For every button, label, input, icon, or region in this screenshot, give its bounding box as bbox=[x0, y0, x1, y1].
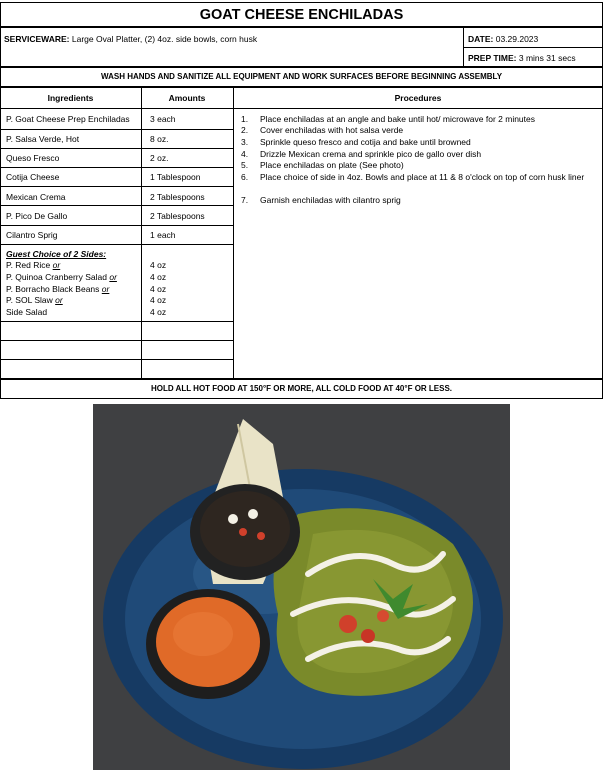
date-label: DATE: bbox=[468, 34, 494, 44]
side-name: Side Salad bbox=[6, 307, 48, 317]
page-title: GOAT CHEESE ENCHILADAS bbox=[0, 2, 603, 27]
step-text: Drizzle Mexican crema and sprinkle pico de gallo over dish bbox=[260, 149, 482, 159]
side-option bbox=[6, 272, 117, 282]
ingredient-amount: 8 oz. bbox=[150, 134, 169, 144]
step-number: 2. bbox=[241, 125, 249, 135]
ingredient-name: Mexican Crema bbox=[6, 192, 66, 202]
cheese-topping bbox=[228, 514, 238, 524]
step-number: 5. bbox=[241, 160, 249, 170]
prep-time-row bbox=[468, 53, 576, 63]
divider bbox=[0, 108, 603, 109]
ingredient-amount: 3 each bbox=[150, 114, 176, 124]
serviceware-row bbox=[4, 34, 257, 44]
or-connector: or bbox=[55, 295, 63, 305]
safety-notice-top: WASH HANDS AND SANITIZE ALL EQUIPMENT AND WORK SURFACES BEFORE BEGINNING ASSEMBLY bbox=[0, 67, 603, 87]
ingredient-amount: 2 oz. bbox=[150, 153, 169, 163]
step-text: Garnish enchiladas with cilantro sprig bbox=[260, 195, 401, 205]
ingredient-name: Queso Fresco bbox=[6, 153, 60, 163]
divider bbox=[0, 167, 233, 168]
side-amount: 4 oz bbox=[150, 284, 167, 294]
side-name: P. Red Rice bbox=[6, 260, 51, 270]
divider bbox=[0, 359, 233, 360]
divider bbox=[0, 129, 233, 130]
procedure-step bbox=[241, 114, 591, 125]
amounts-header: Amounts bbox=[168, 93, 206, 103]
side-name: P. SOL Slaw bbox=[6, 295, 53, 305]
side-amount: 4 oz bbox=[150, 272, 167, 282]
prep-time-value: 3 mins 31 secs bbox=[518, 53, 576, 63]
ingredient-amount: 1 Tablespoon bbox=[150, 172, 201, 182]
step-number: 3. bbox=[241, 137, 249, 147]
ingredient-name: P. Goat Cheese Prep Enchiladas bbox=[6, 114, 130, 124]
ingredient-name: P. Pico De Gallo bbox=[6, 211, 68, 221]
cheese-topping bbox=[248, 509, 258, 519]
divider bbox=[0, 205, 233, 206]
step-text: Sprinkle queso fresco and cotija and bake until browned bbox=[260, 137, 471, 147]
procedure-step bbox=[241, 172, 591, 194]
divider bbox=[0, 148, 233, 149]
ingredient-amount: 1 each bbox=[150, 230, 176, 240]
prep-time-label: PREP TIME: bbox=[468, 53, 517, 63]
rice-highlight bbox=[173, 612, 233, 656]
side-option bbox=[6, 260, 60, 270]
step-number: 4. bbox=[241, 149, 249, 159]
date-row bbox=[468, 34, 538, 44]
step-number: 6. bbox=[241, 172, 249, 182]
divider bbox=[0, 244, 233, 245]
ingredient-name: Cotija Cheese bbox=[6, 172, 60, 182]
ingredient-name: Cilantro Sprig bbox=[6, 230, 58, 240]
or-connector: or bbox=[52, 260, 61, 270]
step-text: Place enchiladas at an angle and bake until hot/ microwave for 2 minutes bbox=[260, 114, 535, 124]
procedure-step bbox=[241, 149, 591, 160]
step-number: 1. bbox=[241, 114, 249, 124]
pico-topping bbox=[257, 532, 265, 540]
side-option bbox=[6, 284, 109, 294]
pico-de-gallo bbox=[377, 610, 389, 622]
side-name: P. Quinoa Cranberry Salad bbox=[6, 272, 107, 282]
ingredient-amount: 2 Tablespoons bbox=[150, 211, 205, 221]
procedure-step bbox=[241, 125, 591, 136]
procedure-step bbox=[241, 160, 591, 171]
step-text: Place enchiladas on plate (See photo) bbox=[260, 160, 404, 170]
step-number: 7. bbox=[241, 195, 249, 205]
side-amount: 4 oz bbox=[150, 260, 167, 270]
safety-notice-bottom: HOLD ALL HOT FOOD AT 150°F OR MORE, ALL COLD FOOD AT 40°F OR LESS. bbox=[0, 379, 603, 399]
pico-de-gallo bbox=[339, 615, 357, 633]
pico-de-gallo bbox=[361, 629, 375, 643]
divider bbox=[141, 87, 142, 379]
divider bbox=[0, 340, 233, 341]
side-amount: 4 oz bbox=[150, 295, 167, 305]
ingredient-name: P. Salsa Verde, Hot bbox=[6, 134, 80, 144]
pico-topping bbox=[239, 528, 247, 536]
divider bbox=[233, 87, 234, 379]
step-text: Place choice of side in 4oz. Bowls and place at 11 & 8 o'clock on top of corn husk liner bbox=[260, 172, 585, 182]
date-value: 03.29.2023 bbox=[495, 34, 539, 44]
or-connector: or bbox=[109, 272, 117, 282]
side-option bbox=[6, 295, 63, 305]
ingredients-header: Ingredients bbox=[47, 93, 94, 103]
side-amount: 4 oz bbox=[150, 307, 167, 317]
procedure-step bbox=[241, 137, 591, 148]
side-option bbox=[6, 307, 47, 317]
plated-dish-photo bbox=[93, 404, 510, 770]
procedures-header: Procedures bbox=[394, 93, 442, 103]
sides-heading: Guest Choice of 2 Sides: bbox=[6, 249, 107, 259]
serviceware-label: SERVICEWARE: bbox=[4, 34, 70, 44]
serviceware-value: Large Oval Platter, (2) 4oz. side bowls, corn husk bbox=[71, 34, 258, 44]
ingredient-amount: 2 Tablespoons bbox=[150, 192, 205, 202]
step-text: Cover enchiladas with hot salsa verde bbox=[260, 125, 404, 135]
divider bbox=[463, 47, 603, 48]
divider bbox=[0, 225, 233, 226]
procedure-step bbox=[241, 195, 591, 206]
or-connector: or bbox=[101, 284, 110, 294]
divider bbox=[0, 186, 233, 187]
divider bbox=[0, 321, 233, 322]
side-name: P. Borracho Black Beans bbox=[6, 284, 100, 294]
